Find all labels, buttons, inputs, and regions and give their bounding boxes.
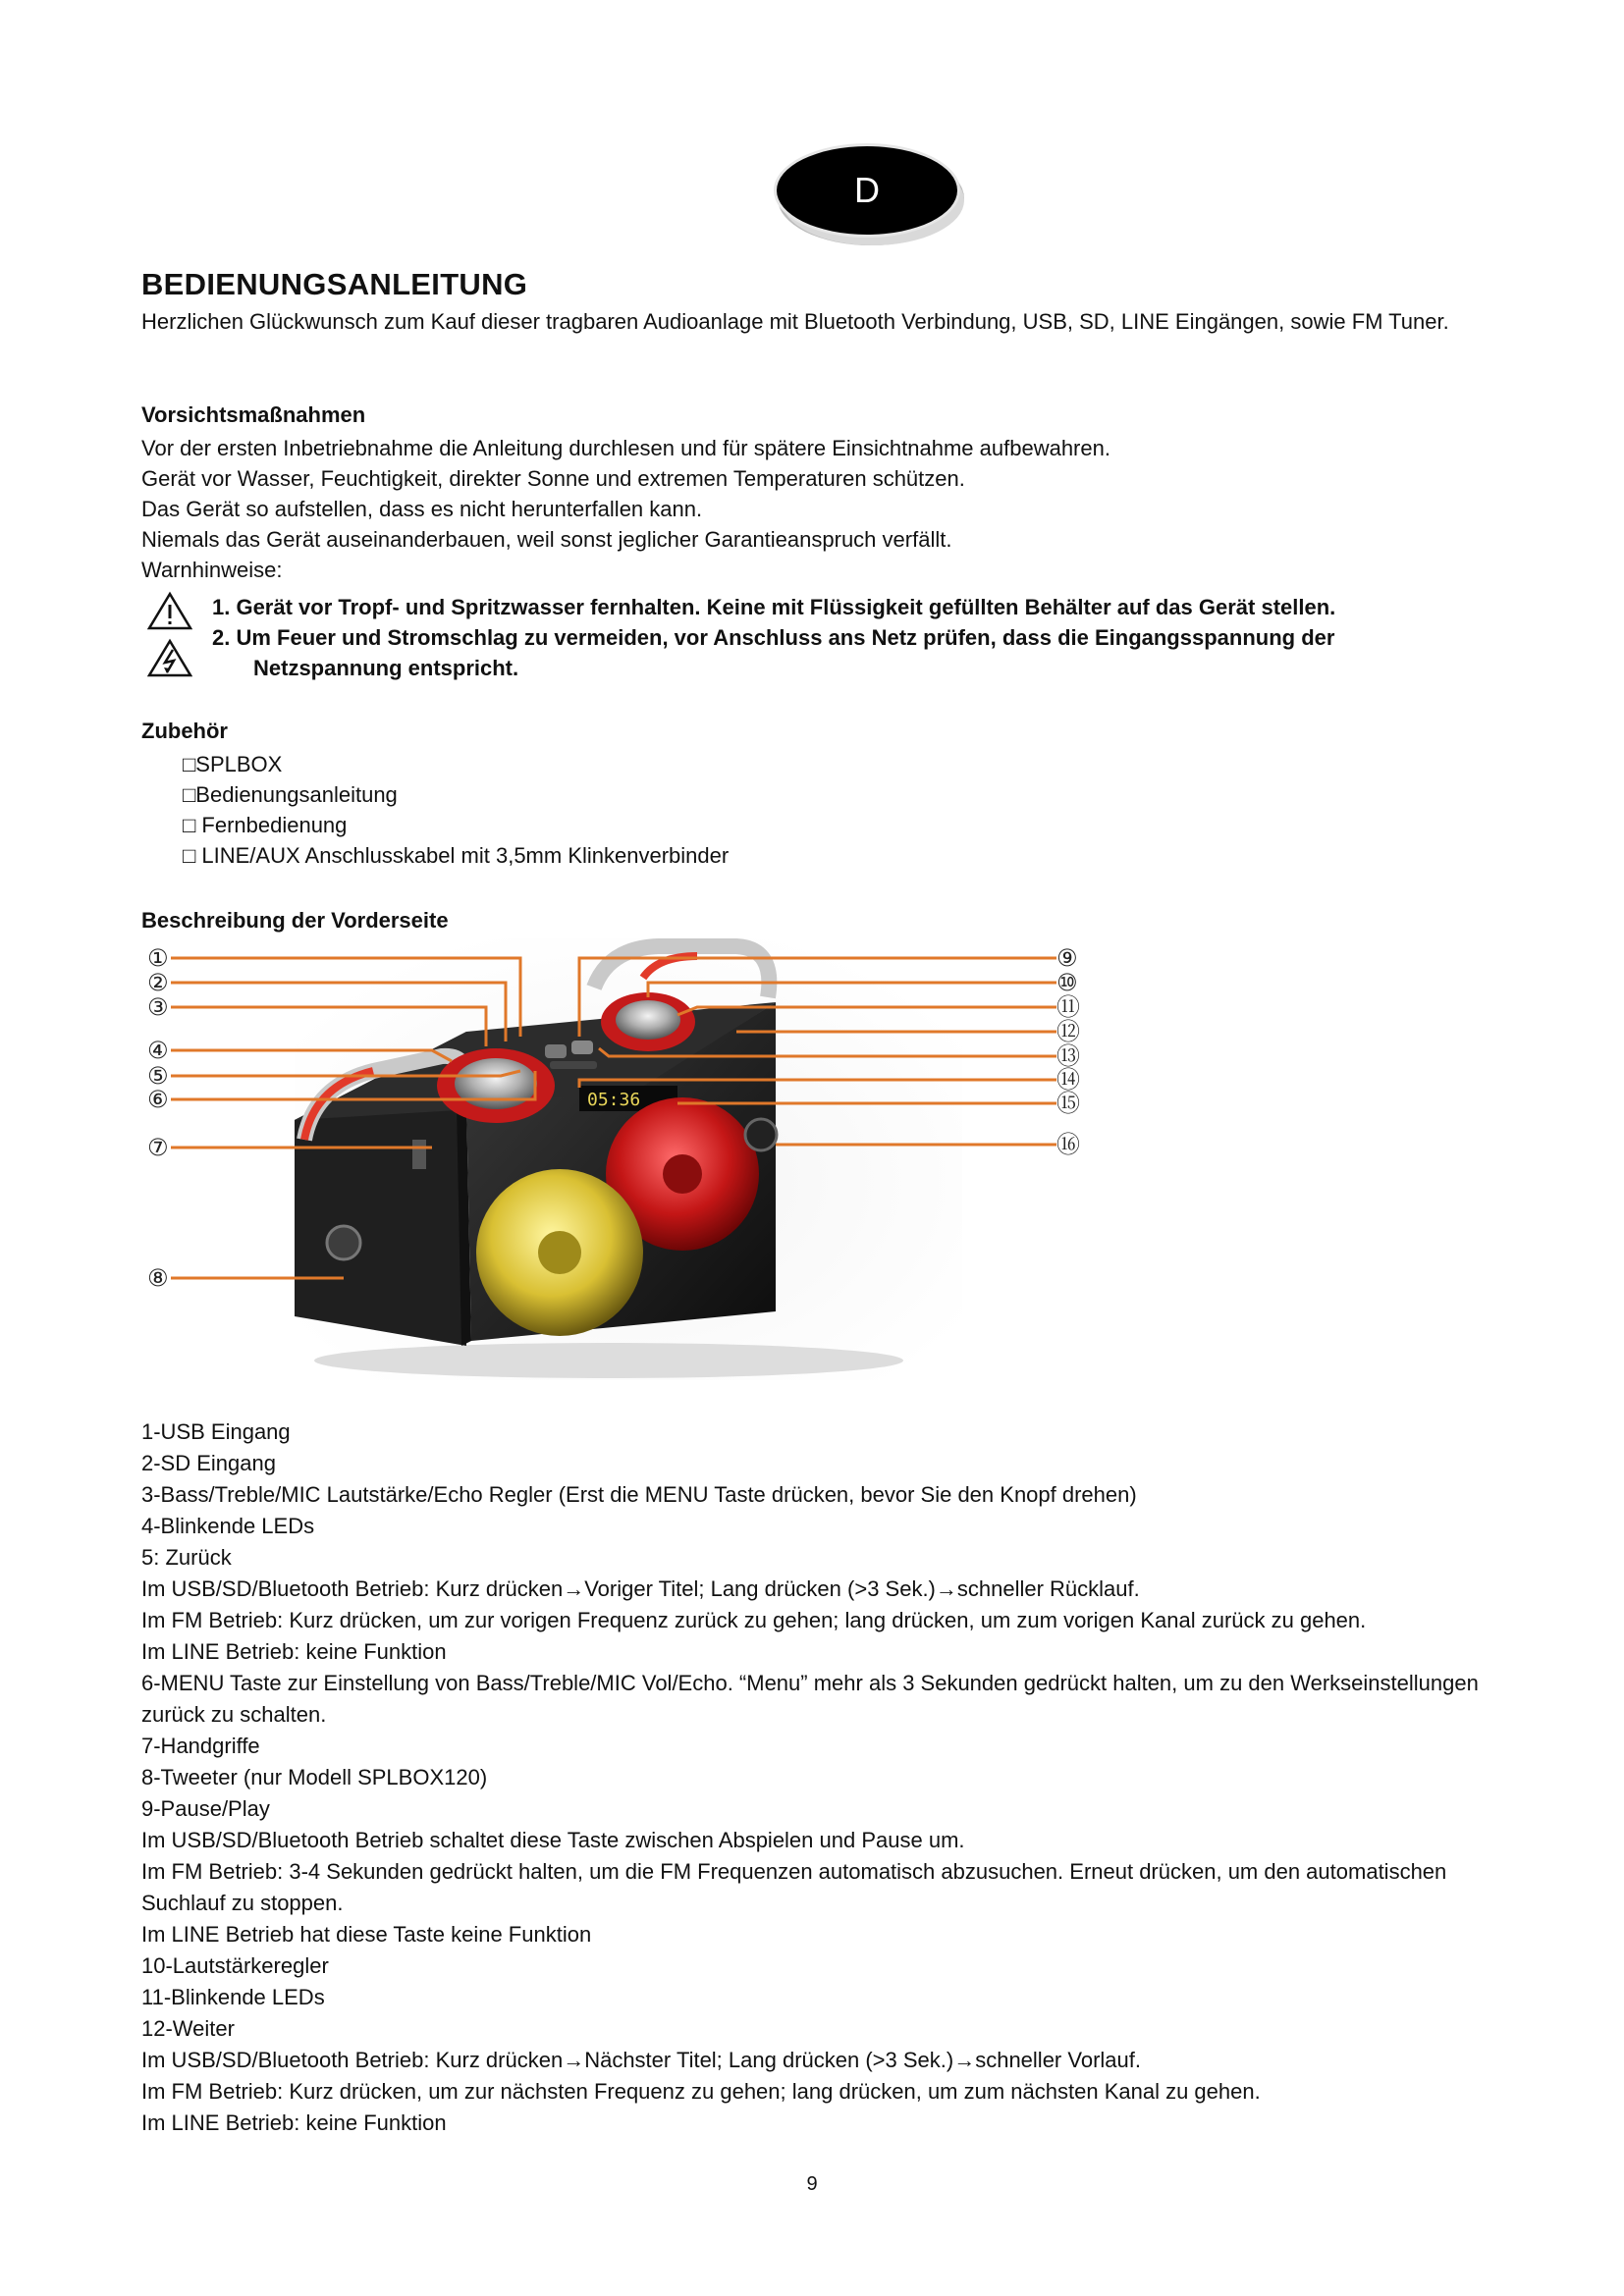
accessories-list bbox=[183, 749, 729, 871]
precautions-list bbox=[141, 433, 1496, 585]
description-line: Im FM Betrieb: Kurz drücken, um zur vorigen Frequenz zurück zu gehen; lang drücken, um zum vorigen Kanal zurück zu gehen. bbox=[141, 1608, 1367, 1632]
callout-5: ⑤ bbox=[147, 1062, 169, 1090]
description-line: 3-Bass/Treble/MIC Lautstärke/Echo Regler (Erst die MENU Taste drücken, bevor Sie den Knopf drehen) bbox=[141, 1482, 1137, 1507]
description-line: Im LINE Betrieb hat diese Taste keine Funktion bbox=[141, 1922, 592, 1947]
description-line: 12-Weiter bbox=[141, 2016, 235, 2041]
display-readout: 05:36 bbox=[587, 1090, 641, 1110]
precaution-line: Vor der ersten Inbetriebnahme die Anleitung durchlesen und für spätere Einsichtnahme aufbewahren. bbox=[141, 436, 1110, 460]
description-line: 6-MENU Taste zur Einstellung von Bass/Treble/MIC Vol/Echo. “Menu” mehr als 3 Sekunden gedrückt halten, um zu den Werkseinstellungen zurück zu schalten. bbox=[141, 1671, 1479, 1727]
callout-3: ③ bbox=[147, 993, 169, 1021]
description-line: 4-Blinkende LEDs bbox=[141, 1514, 315, 1538]
front-heading: Beschreibung der Vorderseite bbox=[141, 908, 449, 933]
callout-11: ⑪ bbox=[1056, 993, 1080, 1021]
description-line: 2-SD Eingang bbox=[141, 1451, 276, 1475]
description-line: 10-Lautstärkeregler bbox=[141, 1953, 329, 1978]
precaution-line: Niemals das Gerät auseinanderbauen, weil sonst jeglicher Garantieanspruch verfällt. bbox=[141, 527, 952, 552]
callout-9: ⑨ bbox=[1056, 944, 1078, 972]
callout-7: ⑦ bbox=[147, 1134, 169, 1161]
parts-description bbox=[141, 1416, 1536, 2139]
intro-text: Herzlichen Glückwunsch zum Kauf dieser tragbaren Audioanlage mit Bluetooth Verbindung, USB, SD, LINE Eingängen, sowie FM Tuner. bbox=[141, 309, 1449, 334]
accessory-item: □ LINE/AUX Anschlusskabel mit 3,5mm Klinkenverbinder bbox=[183, 843, 730, 868]
electric-shock-warning-icon bbox=[147, 638, 192, 677]
language-badge: D bbox=[774, 143, 960, 238]
description-line: 8-Tweeter (nur Modell SPLBOX120) bbox=[141, 1765, 488, 1789]
precaution-line: Das Gerät so aufstellen, dass es nicht herunterfallen kann. bbox=[141, 497, 703, 521]
description-line: Im USB/SD/Bluetooth Betrieb schaltet diese Taste zwischen Abspielen und Pause um. bbox=[141, 1828, 965, 1852]
callout-10: ⑩ bbox=[1056, 969, 1078, 996]
callout-2: ② bbox=[147, 969, 169, 996]
accessory-item: □SPLBOX bbox=[183, 752, 283, 776]
precaution-line: Gerät vor Wasser, Feuchtigkeit, direkter Sonne und extremen Temperaturen schützen. bbox=[141, 466, 965, 491]
callout-4: ④ bbox=[147, 1037, 169, 1064]
description-line: Im USB/SD/Bluetooth Betrieb: Kurz drücken→Nächster Titel; Lang drücken (>3 Sek.)→schneller Vorlauf. bbox=[141, 2048, 1141, 2072]
precautions-heading: Vorsichtsmaßnahmen bbox=[141, 402, 366, 427]
warning-2-continued: Netzspannung entspricht. bbox=[253, 656, 519, 680]
speaker-front-illustration bbox=[147, 938, 1080, 1380]
warning-2: 2. Um Feuer und Stromschlag zu vermeiden, vor Anschluss ans Netz prüfen, dass die Eingangsspannung der bbox=[212, 625, 1335, 650]
description-line: Im LINE Betrieb: keine Funktion bbox=[141, 1639, 447, 1664]
callout-14: ⑭ bbox=[1056, 1066, 1080, 1094]
description-line: Im FM Betrieb: Kurz drücken, um zur nächsten Frequenz zu gehen; lang drücken, um zum nächsten Kanal zu gehen. bbox=[141, 2079, 1261, 2104]
callout-8: ⑧ bbox=[147, 1264, 169, 1292]
accessories-heading: Zubehör bbox=[141, 719, 228, 743]
description-line: 9-Pause/Play bbox=[141, 1796, 270, 1821]
callout-12: ⑫ bbox=[1056, 1018, 1080, 1045]
description-line: Im FM Betrieb: 3-4 Sekunden gedrückt halten, um die FM Frequenzen automatisch abzusuchen. Erneut drücken, um den automatischen Suchlauf zu stoppen. bbox=[141, 1859, 1447, 1915]
description-line: Im USB/SD/Bluetooth Betrieb: Kurz drücken→Voriger Titel; Lang drücken (>3 Sek.)→schneller Rücklauf. bbox=[141, 1576, 1140, 1601]
description-line: Im LINE Betrieb: keine Funktion bbox=[141, 2110, 447, 2135]
page-number: 9 bbox=[806, 2173, 818, 2195]
callout-13: ⑬ bbox=[1056, 1042, 1080, 1070]
description-line: 7-Handgriffe bbox=[141, 1734, 260, 1758]
description-line: 5: Zurück bbox=[141, 1545, 232, 1570]
callout-15: ⑮ bbox=[1056, 1090, 1080, 1117]
precaution-line: Warnhinweise: bbox=[141, 558, 283, 582]
callout-6: ⑥ bbox=[147, 1086, 169, 1113]
accessory-item: □Bedienungsanleitung bbox=[183, 782, 398, 807]
description-line: 11-Blinkende LEDs bbox=[141, 1985, 325, 2009]
callout-16: ⑯ bbox=[1056, 1131, 1080, 1158]
warning-triangle-icon bbox=[147, 591, 192, 630]
page-title: BEDIENUNGSANLEITUNG bbox=[141, 267, 528, 301]
callout-1: ① bbox=[147, 944, 169, 972]
accessory-item: □ Fernbedienung bbox=[183, 813, 348, 837]
warning-1: 1. Gerät vor Tropf- und Spritzwasser fernhalten. Keine mit Flüssigkeit gefüllten Behälter auf das Gerät stellen. bbox=[212, 595, 1336, 619]
description-line: 1-USB Eingang bbox=[141, 1419, 291, 1444]
